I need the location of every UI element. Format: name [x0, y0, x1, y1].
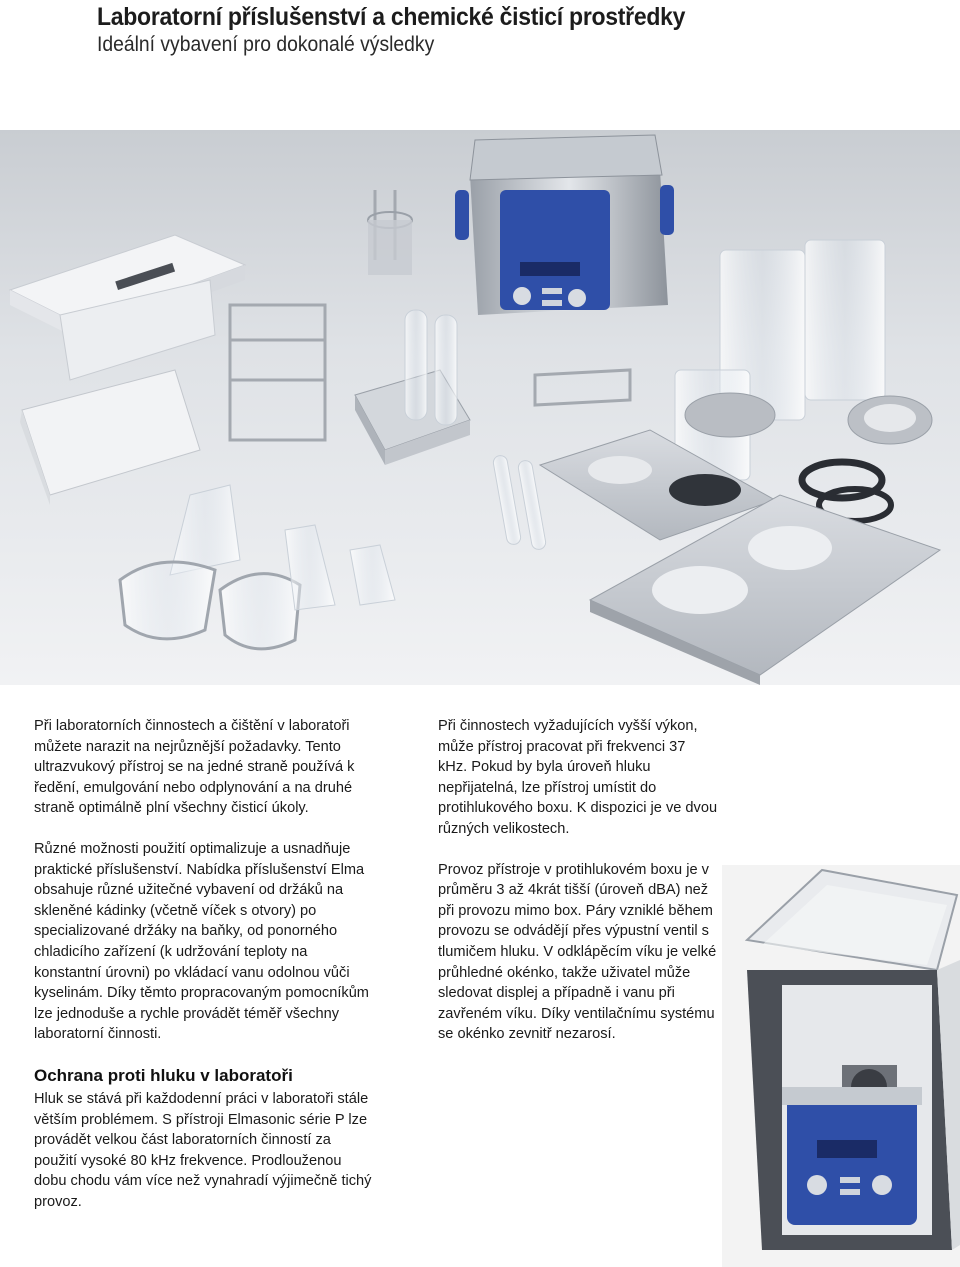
basket	[368, 212, 412, 275]
noise-box-paragraph: Provoz přístroje v protihlukovém boxu je v průměru 3 až 4krát tišší (úroveň dBA) než při provozu mimo box. Páry vzniklé během provozu se odvádějí přes výpustní ventil s tlumičem hluku. V odklápěcím víku je velké průhledné okénko, takže uživatel může sledovat displej a případně i vanu při zavřeném víku. Díky ventilačnímu systému se okénko zevnitř nezarosí.	[438, 861, 717, 1043]
intro-paragraph: Při laboratorních činnostech a čištění v laboratoři můžete narazit na nejrůznější požadavky. Tento ultrazvukový přístroj se na jedné straně používá k ředění, emulgování nebo odplynování a na druhé straně optimálně plní všechny čisticí úkoly.	[34, 718, 355, 817]
flask-holders	[120, 485, 395, 649]
ultrasonic-cleaner	[455, 135, 674, 315]
page-title: Laboratorní příslušenství a chemické čisticí prostředky	[97, 3, 686, 31]
noise-protection-heading: Ochrana proti hluku v laboratoři	[34, 1065, 293, 1085]
accessories-photo	[0, 130, 960, 685]
noise-protection-paragraph: Hluk se stává při každodenní práci v laboratoři stále větším problémem. S přístroji Elmasonic série P lze provádět velkou část laboratorních činností za použití vysoké 80 kHz frekvence. Prodlouženou dobu chodu vám více než vynahradí výjimečně tichý provoz.	[34, 1090, 372, 1210]
accessories-illustration	[0, 130, 960, 685]
frequency-paragraph: Při činnostech vyžadujících vyšší výkon, může přístroj pracovat při frekvenci 37 kHz. Pokud by byla úroveň hluku nepřijatelná, lze přístroj umístit do protihlukového boxu. K dispozici je ve dvou různých velikostech.	[438, 718, 718, 837]
accessories-paragraph: Různé možnosti použití optimalizuje a usnadňuje praktické příslušenství. Nabídka příslušenství Elma obsahuje různé užitečné vybavení od držáků na skleněné kádinky (včetně víček s otvory) po specializované držáky na baňky, od ponorného chladicího zařízení (k udržování teploty na konstantní úrovni) po vkládací vanu odolnou vůči kyselinám. Díky těmto propracovaným pomocníkům lze jednoduše a rychle provádět téměř všechny laboratorní činnosti.	[34, 840, 369, 1043]
left-column	[34, 716, 374, 1212]
page-subtitle: Ideální vybavení pro dokonalé výsledky	[97, 33, 435, 56]
noise-box-photo	[722, 865, 960, 1267]
noise-box-illustration	[722, 865, 960, 1267]
right-column	[438, 716, 718, 1065]
page-header	[97, 2, 957, 58]
